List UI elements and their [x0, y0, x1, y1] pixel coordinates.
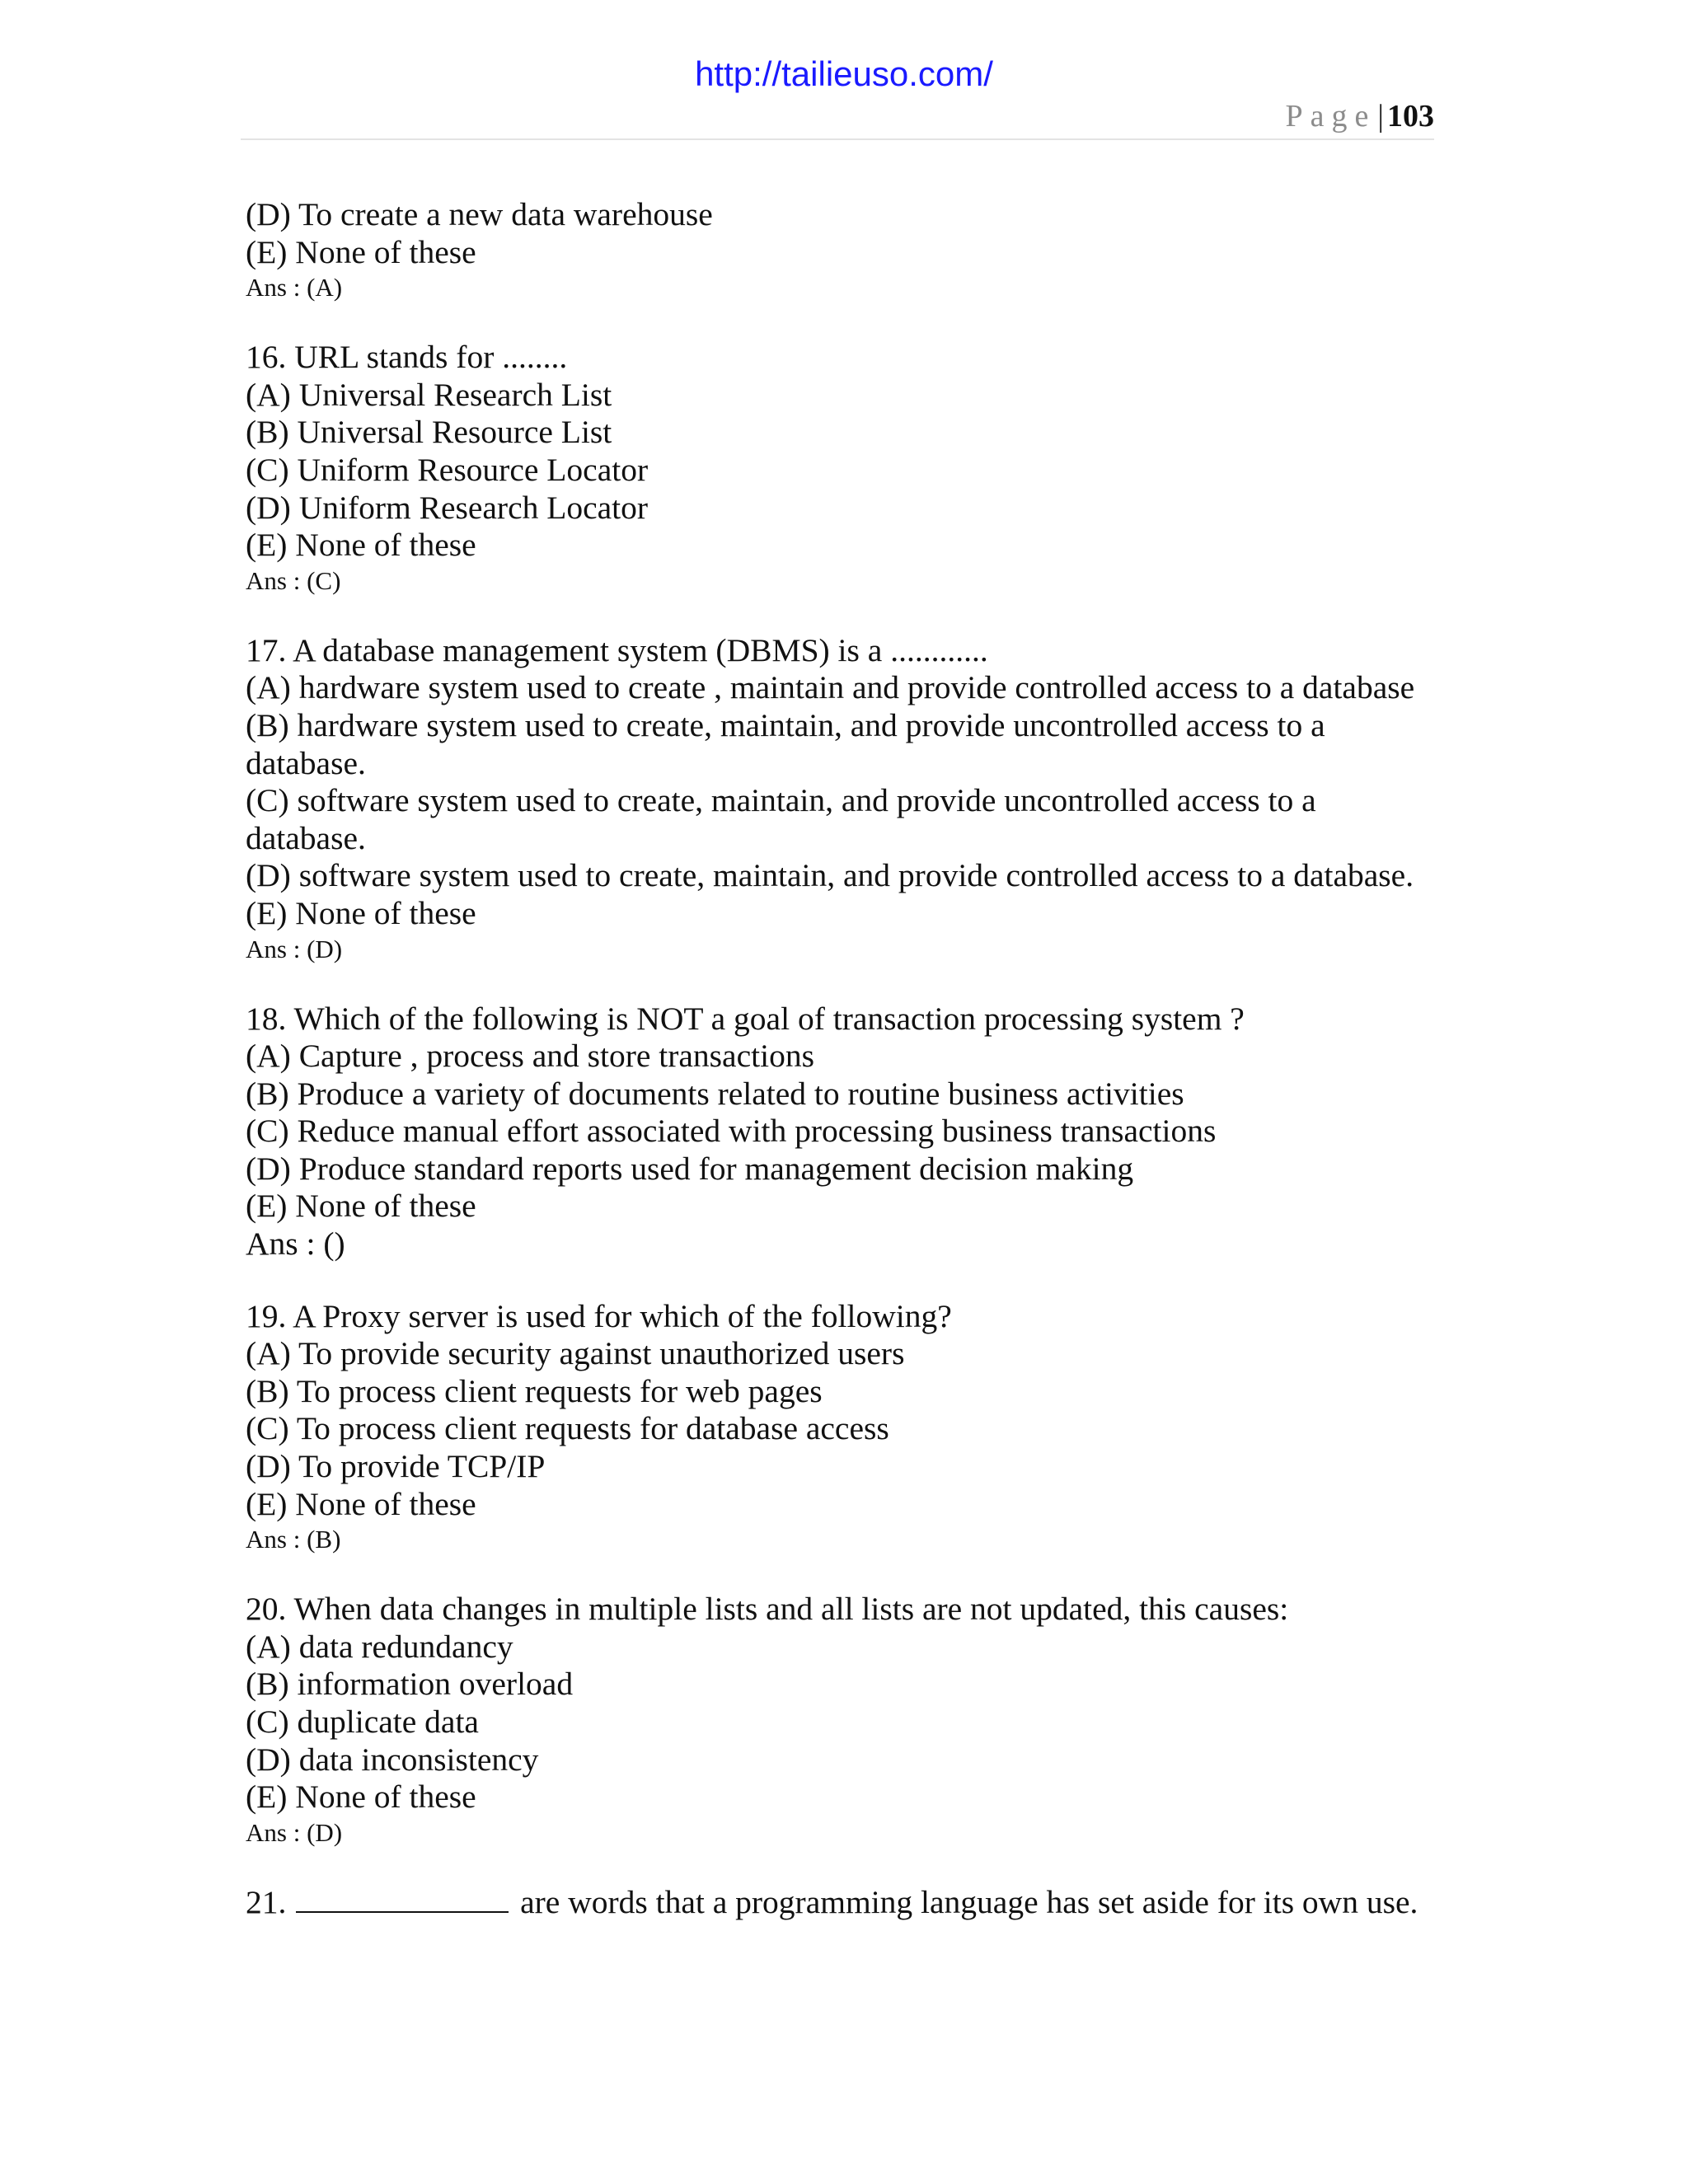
option-c: (C) Reduce manual effort associated with processing business transactions [246, 1113, 1217, 1150]
question-text: 17. A database management system (DBMS) is a ............ [246, 631, 988, 668]
option-b-continued: database. [246, 744, 366, 781]
option-e: (E) None of these [246, 233, 476, 270]
answer-line: Ans : (A) [246, 273, 343, 302]
option-a: (A) Capture , process and store transactions [246, 1038, 814, 1075]
header-url-link[interactable]: http://tailieuso.com/ [695, 54, 993, 93]
option-c: (C) To process client requests for database access [246, 1410, 889, 1447]
option-a: (A) To provide security against unauthorized users [246, 1335, 905, 1372]
question-text: are words that a programming language has set aside for its own use. [520, 1883, 1418, 1920]
page-number: 103 [1387, 99, 1434, 134]
answer-line: Ans : (C) [246, 565, 341, 595]
option-d: (D) data inconsistency [246, 1741, 539, 1778]
option-d: (D) To create a new data warehouse [246, 196, 713, 232]
option-e: (E) None of these [246, 1188, 476, 1225]
option-d: (D) software system used to create, maintain, and provide controlled access to a database. [246, 857, 1414, 894]
option-b: (B) hardware system used to create, maintain, and provide uncontrolled access to a [246, 706, 1325, 743]
option-b: (B) To process client requests for web pages [246, 1372, 823, 1409]
page-word: Page [1285, 99, 1376, 134]
question-17 [246, 632, 1449, 966]
answer-line: Ans : (B) [246, 1525, 341, 1554]
header-divider [241, 138, 1434, 140]
answer-line: Ans : (D) [246, 1817, 343, 1847]
question-21 [246, 1884, 1449, 1922]
question-text: 16. URL stands for ........ [246, 339, 568, 376]
page-content [246, 196, 1449, 1921]
fill-in-blank [296, 1886, 509, 1913]
option-e: (E) None of these [246, 894, 476, 931]
option-c: (C) software system used to create, maintain, and provide uncontrolled access to a [246, 782, 1316, 819]
option-b: (B) Produce a variety of documents related to routine business activities [246, 1075, 1184, 1112]
question-18 [246, 1001, 1449, 1263]
page-number-label [1286, 96, 1434, 137]
question-number: 21. [246, 1883, 287, 1920]
option-a: (A) data redundancy [246, 1628, 513, 1665]
option-c: (C) Uniform Resource Locator [246, 451, 649, 488]
option-e: (E) None of these [246, 1779, 476, 1816]
option-c: (C) duplicate data [246, 1704, 479, 1740]
option-d: (D) Uniform Research Locator [246, 489, 649, 526]
option-e: (E) None of these [246, 1485, 476, 1522]
question-text: 19. A Proxy server is used for which of the following? [246, 1297, 952, 1334]
question-20 [246, 1591, 1449, 1849]
option-b: (B) information overload [246, 1666, 574, 1703]
option-e: (E) None of these [246, 527, 476, 564]
page-separator: | [1377, 99, 1384, 134]
option-d: (D) To provide TCP/IP [246, 1448, 546, 1485]
option-b: (B) Universal Resource List [246, 414, 612, 451]
question-19 [246, 1298, 1449, 1557]
option-a: (A) Universal Research List [246, 376, 612, 413]
question-15-continued [246, 196, 1449, 304]
option-a: (A) hardware system used to create , maintain and provide controlled access to a database [246, 669, 1415, 706]
option-d: (D) Produce standard reports used for management decision making [246, 1150, 1134, 1187]
answer-line: Ans : (D) [246, 934, 343, 963]
option-c-continued: database. [246, 819, 366, 856]
question-text: 20. When data changes in multiple lists and all lists are not updated, this causes: [246, 1591, 1289, 1628]
question-16 [246, 339, 1449, 598]
answer-line: Ans : () [246, 1226, 345, 1263]
question-text: 18. Which of the following is NOT a goal of transaction processing system ? [246, 1000, 1245, 1037]
